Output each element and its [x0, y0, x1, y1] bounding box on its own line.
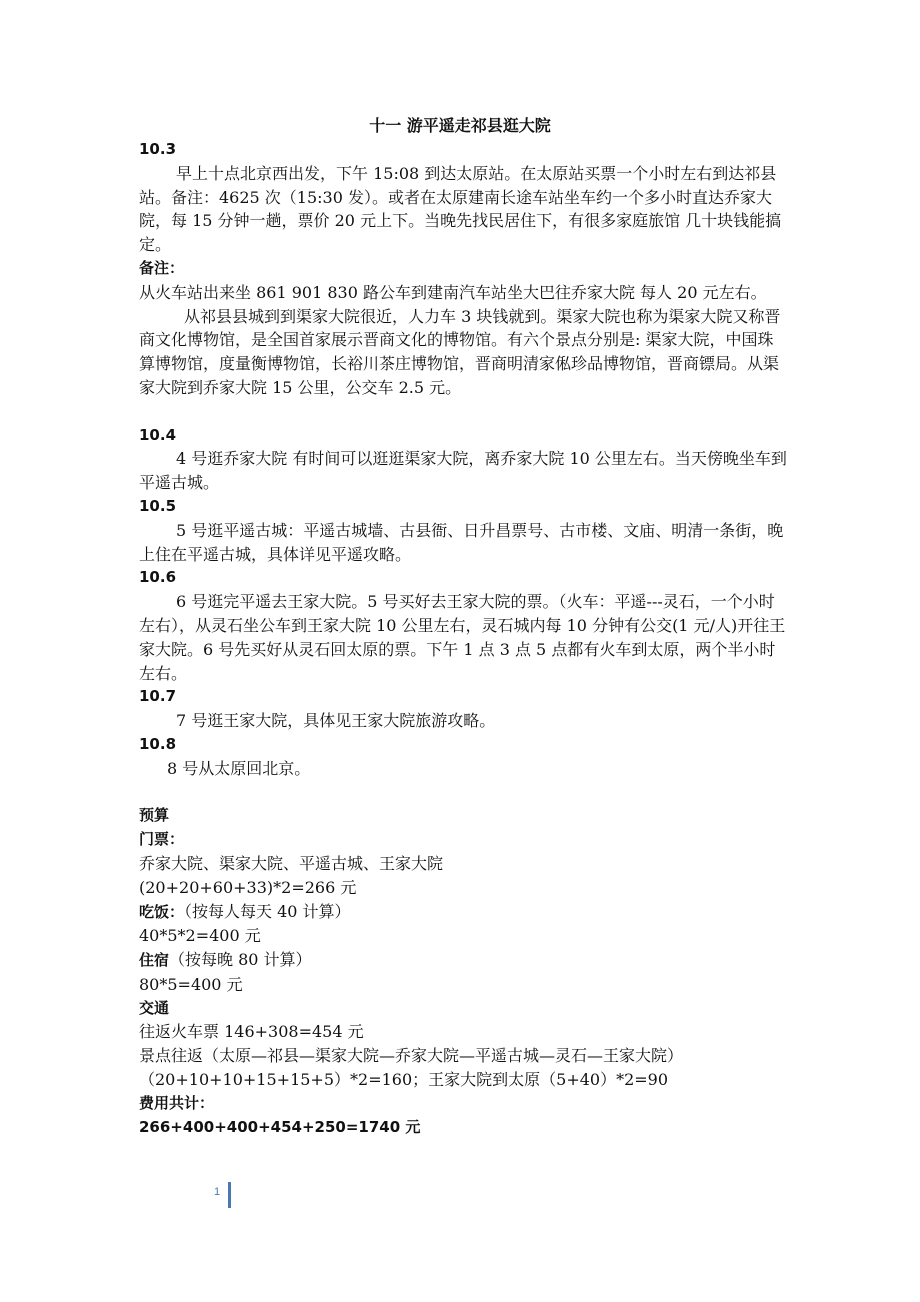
tickets-calc: (20+20+60+33)*2=266 元: [139, 877, 357, 897]
tickets-label: 门票：: [139, 830, 185, 849]
note-text: 从火车站出来坐 861 901 830 路公车到建南汽车站坐大巴往乔家大院 每人 20 元左右。: [139, 282, 767, 302]
budget-heading: 预算: [139, 806, 170, 825]
date-heading-10-7: 10.7: [139, 687, 177, 706]
paragraph-10-7: 7 号逛王家大院，具体见王家大院旅游攻略。: [176, 711, 496, 731]
date-heading-10-4: 10.4: [139, 425, 177, 444]
lodging-line: [139, 948, 789, 973]
tickets-places: 乔家大院、渠家大院、平遥古城、王家大院: [139, 853, 444, 873]
paragraph-10-4: 4 号逛乔家大院 有时间可以逛逛渠家大院，离乔家大院 10 公里左右。当天傍晚坐车到平遥古城。: [139, 449, 787, 493]
document-body: [139, 138, 789, 1139]
total-label: 费用共计：: [139, 1093, 215, 1112]
document-title: 十一 游平遥走祁县逛大院: [369, 116, 551, 135]
page-number-bar: [228, 1182, 231, 1208]
page-footer: [205, 1182, 245, 1208]
date-heading-10-8: 10.8: [139, 734, 177, 753]
train-line: 往返火车票 146+308=454 元: [139, 1022, 364, 1042]
lodging-note: （按每晚 80 计算）: [169, 950, 312, 970]
page-number: 1: [214, 1186, 221, 1198]
note-label: 备注：: [139, 258, 185, 277]
paragraph-10-3: 早上十点北京西出发，下午 15:08 到达太原站。在太原站买票一个小时左右到达祁县站。备注：4625 次（15:30 发）。或者在太原建南长途车站坐车约一个多小时直达乔家大院，每 15 分钟一趟，票价 20 元上下。当晚先找民居住下，有很多家庭旅馆 几十块钱能搞定。: [139, 163, 782, 255]
lodging-label: 住宿: [139, 951, 170, 970]
food-calc: 40*5*2=400 元: [139, 926, 261, 946]
food-note: （按每人每天 40 计算）: [184, 901, 351, 921]
food-line: [139, 900, 789, 925]
date-heading-10-6: 10.6: [139, 568, 177, 587]
paragraph-10-5: 5 号逛平遥古城：平遥古城墙、古县衙、日升昌票号、古市楼、文庙、明清一条街，晚上住在平遥古城，具体详见平遥攻略。: [139, 520, 784, 564]
date-heading-10-3: 10.3: [139, 140, 177, 158]
transport-label: 交通: [139, 998, 170, 1017]
blank-line: [139, 781, 789, 805]
total-calc: 266+400+400+454+250=1740 元: [139, 1117, 421, 1136]
sights-calc: （20+10+10+15+15+5）*2=160；王家大院到太原（5+40）*2=90: [139, 1070, 669, 1090]
paragraph-10-8: 8 号从太原回北京。: [167, 758, 311, 778]
sights-line: 景点往返（太原—祁县—渠家大院—乔家大院—平遥古城—灵石—王家大院）: [139, 1046, 684, 1066]
paragraph-10-6: 6 号逛完平遥去王家大院。5 号买好去王家大院的票。（火车：平遥---灵石，一个小时左右），从灵石坐公车到王家大院 10 公里左右，灵石城内每 10 分钟有公交(1 元/人)开往王家大院。6 号先买好从灵石回太原的票。下午 1 点 3 点 5 点都有火车到太原，两个半小时左右。: [139, 592, 786, 683]
lodging-calc: 80*5=400 元: [139, 974, 243, 994]
blank-line: [139, 400, 789, 424]
paragraph-qujia: 从祁县县城到到渠家大院很近，人力车 3 块钱就到。渠家大院也称为渠家大院又称晋商文化博物馆，是全国首家展示晋商文化的博物馆。有六个景点分别是: 渠家大院，中国珠算博物馆，度量衡博物馆，长裕川茶庄博物馆，晋商明清家俬珍品博物馆，晋商镖局。从渠家大院到乔家大院 15 公里，公交车 2.5 元。: [139, 306, 781, 397]
food-label: 吃饭：: [139, 902, 185, 921]
date-heading-10-5: 10.5: [139, 496, 177, 515]
